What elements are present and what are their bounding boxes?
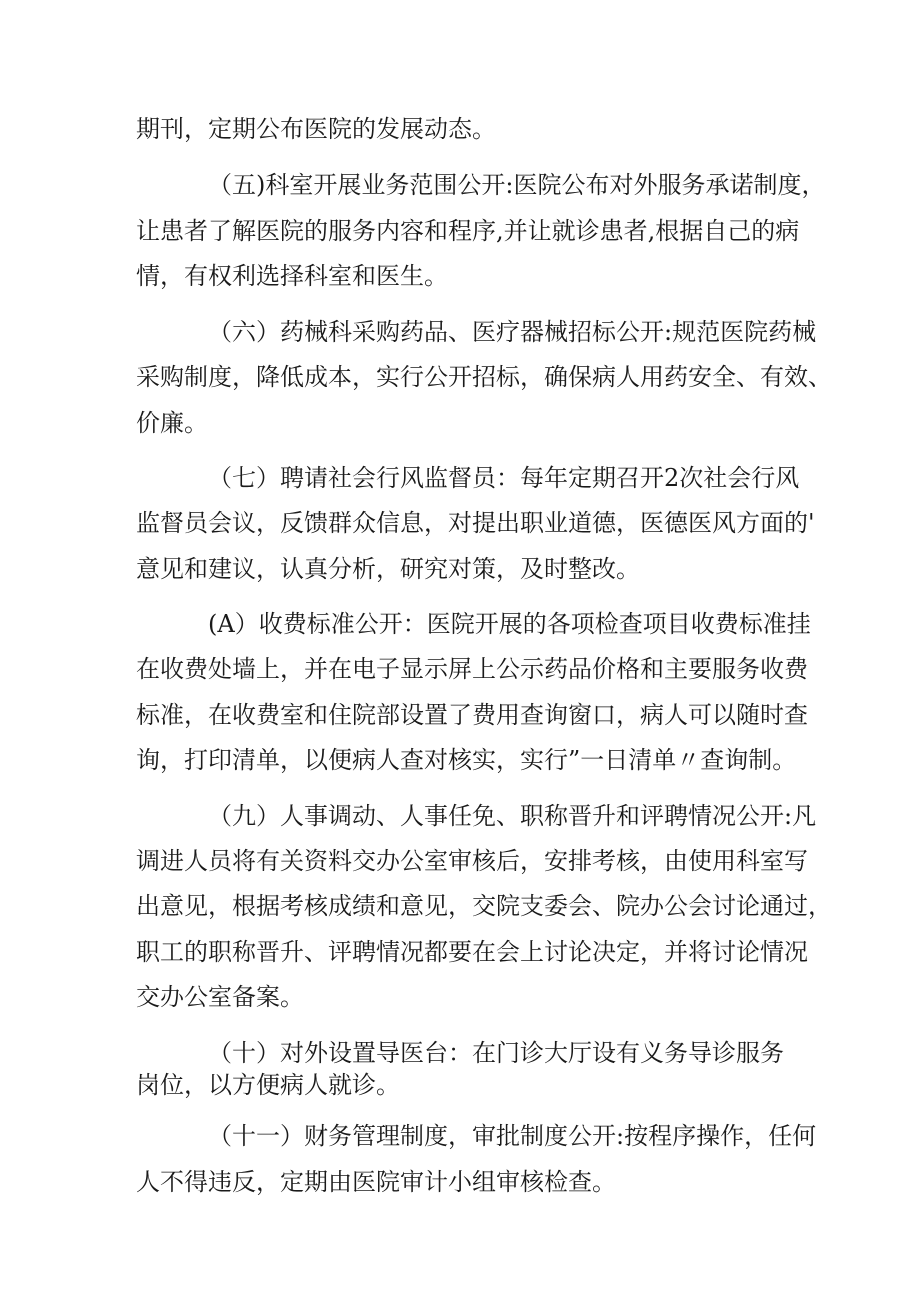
paragraph-first-line: （六）药械科采购药品、医疗器械招标公开:规范医院药械 bbox=[208, 318, 817, 346]
text-line: 职工的职称晋升、评聘情况都要在会上讨论决定，并将讨论情况 bbox=[136, 938, 808, 966]
text-line: 人不得违反，定期由医院审计小组审核检查。 bbox=[136, 1168, 616, 1196]
text-line: 交办公室备案。 bbox=[136, 983, 304, 1011]
paragraph-first-line: （十）对外设置导医台：在门诊大厅设有义务导诊服务 bbox=[208, 1039, 784, 1067]
text-line: 在收费处墙上，并在电子显示屏上公示药品价格和主要服务收费 bbox=[136, 655, 808, 683]
text-line: 期刊，定期公布医院的发展动态。 bbox=[136, 115, 496, 143]
text-line: 让患者了解医院的服务内容和程序,并让就诊患者,根据自己的病 bbox=[136, 217, 800, 245]
paragraph-first-line: (A）收费标准公开：医院开展的各项检查项目收费标准挂 bbox=[208, 610, 811, 638]
text-line: 询，打印清单，以便病人查对核实，实行”一日清单〃查询制。 bbox=[136, 746, 797, 774]
text-line: 调进人员将有关资料交办公室审核后，安排考核，由使用科室写 bbox=[136, 847, 808, 875]
paragraph-first-line: （五)科室开展业务范围公开:医院公布对外服务承诺制度， bbox=[208, 171, 826, 199]
paragraph-first-line: （九）人事调动、人事任免、职称晋升和评聘情况公开:凡 bbox=[208, 802, 817, 830]
text-line: 采购制度，降低成本，实行公开招标，确保病人用药安全、有效、 bbox=[136, 363, 832, 391]
text-line: 监督员会议，反馈群众信息，对提出职业道德，医德医风方面的' bbox=[136, 509, 815, 537]
text-line: 价廉。 bbox=[136, 409, 208, 437]
text-line: 岗位，以方便病人就诊。 bbox=[136, 1071, 400, 1099]
text-line: 出意见，根据考核成绩和意见，交院支委会、院办公会讨论通过， bbox=[136, 892, 832, 920]
paragraph-first-line: （七）聘请社会行风监督员：每年定期召开2次社会行风 bbox=[208, 464, 800, 492]
text-line: 情，有权利选择科室和医生。 bbox=[136, 262, 448, 290]
text-line: 标准，在收费室和住院部设置了费用查询窗口，病人可以随时查 bbox=[136, 701, 808, 729]
text-line: 意见和建议，认真分析，研究对策，及时整改。 bbox=[136, 555, 640, 583]
paragraph-first-line: （十一）财务管理制度，审批制度公开:按程序操作，任何 bbox=[208, 1122, 817, 1150]
